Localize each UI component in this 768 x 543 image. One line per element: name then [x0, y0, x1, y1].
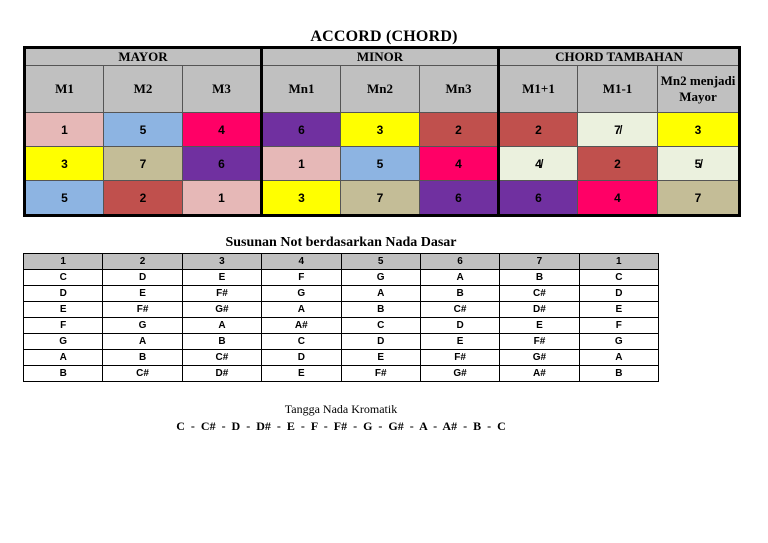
- notes-cell: B: [182, 334, 261, 350]
- chromatic-label: Tangga Nada Kromatik: [284, 402, 398, 416]
- notes-cell: A#: [262, 318, 341, 334]
- header-cell: Mn2 menjadi Mayor: [658, 66, 740, 113]
- notes-cell: C#: [182, 350, 261, 366]
- chord-cell: 2: [420, 113, 499, 147]
- header-cell: M1-1: [578, 66, 658, 113]
- notes-cell: B: [103, 350, 182, 366]
- notes-cell: D: [420, 318, 499, 334]
- chord-cell: 4: [578, 181, 658, 216]
- page-title: ACCORD (CHORD): [310, 28, 458, 45]
- header-cell: M3: [183, 66, 262, 113]
- notes-cell: E: [103, 286, 182, 302]
- header-cell: M2: [104, 66, 183, 113]
- notes-cell: C: [262, 334, 341, 350]
- notes-cell: B: [500, 270, 579, 286]
- notes-table: [23, 253, 659, 382]
- chord-cell: 2: [104, 181, 183, 216]
- notes-cell: A: [341, 286, 420, 302]
- chord-cell: 1: [25, 113, 104, 147]
- notes-cell: F: [579, 318, 658, 334]
- notes-cell: D#: [500, 302, 579, 318]
- notes-header-cell: 1: [24, 254, 103, 270]
- chord-cell: 7: [104, 147, 183, 181]
- notes-cell: C: [341, 318, 420, 334]
- notes-cell: D: [24, 286, 103, 302]
- notes-cell: G: [24, 334, 103, 350]
- chord-cell: 5: [104, 113, 183, 147]
- chord-cell: 7: [658, 181, 740, 216]
- notes-cell: E: [182, 270, 261, 286]
- header-cell: M1+1: [499, 66, 578, 113]
- header-cell: M1: [25, 66, 104, 113]
- chord-cell: 1: [183, 181, 262, 216]
- notes-header-cell: 1: [579, 254, 658, 270]
- notes-row: [24, 366, 659, 382]
- notes-cell: B: [341, 302, 420, 318]
- chord-cell: 6: [262, 113, 341, 147]
- chord-cell: 3: [25, 147, 104, 181]
- notes-cell: G: [103, 318, 182, 334]
- group-chord-tambahan: CHORD TAMBAHAN: [499, 48, 740, 66]
- chord-cell: 6: [183, 147, 262, 181]
- notes-cell: G#: [420, 366, 499, 382]
- notes-cell: B: [420, 286, 499, 302]
- notes-cell: C: [24, 270, 103, 286]
- chord-cell: 3: [341, 113, 420, 147]
- notes-cell: E: [262, 366, 341, 382]
- notes-cell: C#: [103, 366, 182, 382]
- notes-cell: F#: [341, 366, 420, 382]
- notes-cell: A: [262, 302, 341, 318]
- notes-cell: G#: [182, 302, 261, 318]
- notes-cell: E: [420, 334, 499, 350]
- notes-cell: E: [341, 350, 420, 366]
- chord-cell: 1: [262, 147, 341, 181]
- notes-cell: F#: [182, 286, 261, 302]
- notes-cell: D#: [182, 366, 261, 382]
- chord-table: [23, 46, 741, 217]
- notes-row: [24, 318, 659, 334]
- chord-row: [25, 147, 740, 181]
- notes-cell: D: [103, 270, 182, 286]
- notes-cell: A#: [500, 366, 579, 382]
- chord-cell: 4: [420, 147, 499, 181]
- notes-cell: A: [103, 334, 182, 350]
- notes-cell: A: [420, 270, 499, 286]
- notes-cell: D: [341, 334, 420, 350]
- header-cell: Mn1: [262, 66, 341, 113]
- chord-cell: 6: [499, 181, 578, 216]
- notes-cell: D: [579, 286, 658, 302]
- notes-header-cell: 2: [103, 254, 182, 270]
- notes-row: [24, 270, 659, 286]
- notes-row: [24, 334, 659, 350]
- notes-cell: A: [24, 350, 103, 366]
- notes-cell: A: [579, 350, 658, 366]
- notes-cell: E: [24, 302, 103, 318]
- notes-title: Susunan Not berdasarkan Nada Dasar: [225, 235, 457, 250]
- chord-row: [25, 181, 740, 216]
- chord-cell: 4: [183, 113, 262, 147]
- notes-row: [24, 350, 659, 366]
- header-cell: Mn3: [420, 66, 499, 113]
- notes-cell: B: [579, 366, 658, 382]
- notes-cell: F#: [500, 334, 579, 350]
- notes-header-cell: 4: [262, 254, 341, 270]
- notes-cell: G: [262, 286, 341, 302]
- chord-cell: 4̸: [499, 147, 578, 181]
- chord-cell: 3: [262, 181, 341, 216]
- notes-cell: G#: [500, 350, 579, 366]
- chord-row: [25, 113, 740, 147]
- notes-cell: F#: [420, 350, 499, 366]
- notes-header-cell: 5: [341, 254, 420, 270]
- notes-cell: E: [500, 318, 579, 334]
- chord-cell: 7: [341, 181, 420, 216]
- group-mayor: MAYOR: [25, 48, 262, 66]
- notes-cell: F: [262, 270, 341, 286]
- chromatic-sequence: C - C# - D - D# - E - F - F# - G - G# - A - A# - B - C: [176, 419, 506, 433]
- notes-cell: C: [579, 270, 658, 286]
- notes-header-row: [24, 254, 659, 270]
- chord-cell: 7̸: [578, 113, 658, 147]
- notes-cell: B: [24, 366, 103, 382]
- notes-row: [24, 286, 659, 302]
- notes-cell: F#: [103, 302, 182, 318]
- chord-cell: 2: [499, 113, 578, 147]
- chord-group-row: [25, 48, 740, 66]
- notes-header-cell: 3: [182, 254, 261, 270]
- notes-cell: E: [579, 302, 658, 318]
- notes-cell: C#: [420, 302, 499, 318]
- notes-cell: A: [182, 318, 261, 334]
- chord-cell: 5̸: [658, 147, 740, 181]
- notes-cell: D: [262, 350, 341, 366]
- chord-cell: 6: [420, 181, 499, 216]
- header-cell: Mn2: [341, 66, 420, 113]
- chord-cell: 2: [578, 147, 658, 181]
- notes-row: [24, 302, 659, 318]
- chord-cell: 5: [25, 181, 104, 216]
- chord-header-row: [25, 66, 740, 113]
- notes-header-cell: 7: [500, 254, 579, 270]
- notes-cell: C#: [500, 286, 579, 302]
- group-minor: MINOR: [262, 48, 499, 66]
- notes-cell: G: [341, 270, 420, 286]
- notes-cell: G: [579, 334, 658, 350]
- chord-cell: 3: [658, 113, 740, 147]
- chord-cell: 5: [341, 147, 420, 181]
- notes-cell: F: [24, 318, 103, 334]
- notes-header-cell: 6: [420, 254, 499, 270]
